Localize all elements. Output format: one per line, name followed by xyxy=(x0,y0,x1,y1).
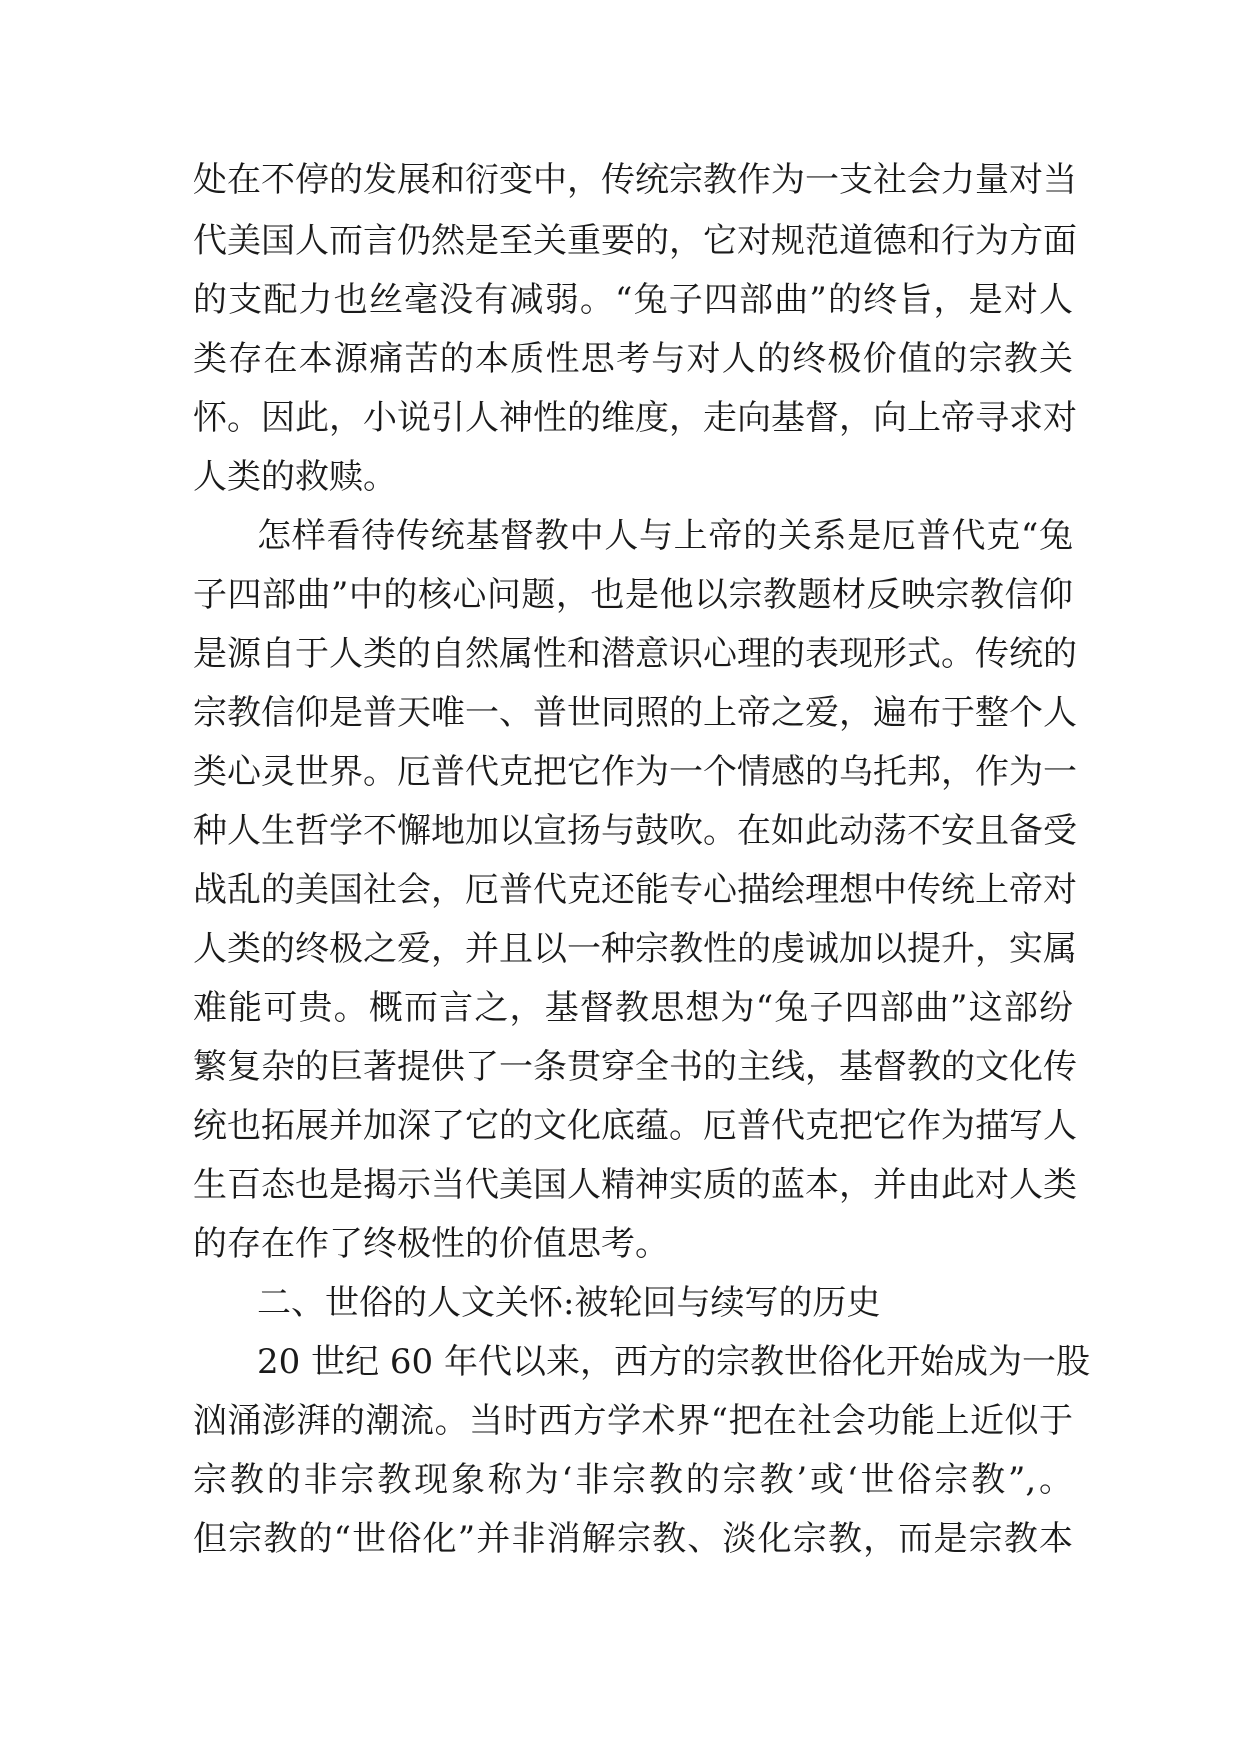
text-line: 的支配力也丝毫没有减弱。“兔子四部曲”的终旨，是对人 xyxy=(193,280,1073,320)
text-line: 但宗教的“世俗化”并非消解宗教、淡化宗教，而是宗教本 xyxy=(193,1519,1073,1559)
text-line: 难能可贵。概而言之，基督教思想为“兔子四部曲”这部纷 xyxy=(193,988,1073,1028)
text-line: 是源自于人类的自然属性和潜意识心理的表现形式。传统的 xyxy=(193,634,1077,674)
text-line: 繁复杂的巨著提供了一条贯穿全书的主线，基督教的文化传 xyxy=(193,1047,1077,1087)
text-line: 子四部曲”中的核心问题，也是他以宗教题材反映宗教信仰 xyxy=(193,575,1073,615)
text-line: 怀。因此，小说引人神性的维度，走向基督，向上帝寻求对 xyxy=(193,398,1077,438)
section-heading: 二、世俗的人文关怀:被轮回与续写的历史 xyxy=(257,1283,881,1323)
text-line: 宗教的非宗教现象称为‘非宗教的宗教’或‘世俗宗教”,。 xyxy=(193,1460,1073,1500)
paragraph-first-line: 20 世纪 60 年代以来，西方的宗教世俗化开始成为一股 xyxy=(257,1342,1090,1382)
text-line: 战乱的美国社会，厄普代克还能专心描绘理想中传统上帝对 xyxy=(193,870,1077,910)
text-line: 代美国人而言仍然是至关重要的，它对规范道德和行为方面 xyxy=(193,221,1077,261)
text-line: 种人生哲学不懈地加以宣扬与鼓吹。在如此动荡不安且备受 xyxy=(193,811,1077,851)
text-line: 的存在作了终极性的价值思考。 xyxy=(193,1224,669,1264)
paragraph-first-line: 怎样看待传统基督教中人与上帝的关系是厄普代克“兔 xyxy=(257,516,1073,556)
text-line: 类存在本源痛苦的本质性思考与对人的终极价值的宗教关 xyxy=(193,339,1073,379)
text-line: 生百态也是揭示当代美国人精神实质的蓝本，并由此对人类 xyxy=(193,1165,1077,1205)
text-line: 处在不停的发展和衍变中，传统宗教作为一支社会力量对当 xyxy=(193,160,1077,200)
text-line: 汹涌澎湃的潮流。当时西方学术界“把在社会功能上近似于 xyxy=(193,1401,1073,1441)
text-line: 类心灵世界。厄普代克把它作为一个情感的乌托邦，作为一 xyxy=(193,752,1077,792)
text-line: 统也拓展并加深了它的文化底蕴。厄普代克把它作为描写人 xyxy=(193,1106,1077,1146)
text-line: 宗教信仰是普天唯一、普世同照的上帝之爱，遍布于整个人 xyxy=(193,693,1077,733)
text-line: 人类的救赎。 xyxy=(193,457,397,497)
text-line: 人类的终极之爱，并且以一种宗教性的虔诚加以提升，实属 xyxy=(193,929,1077,969)
